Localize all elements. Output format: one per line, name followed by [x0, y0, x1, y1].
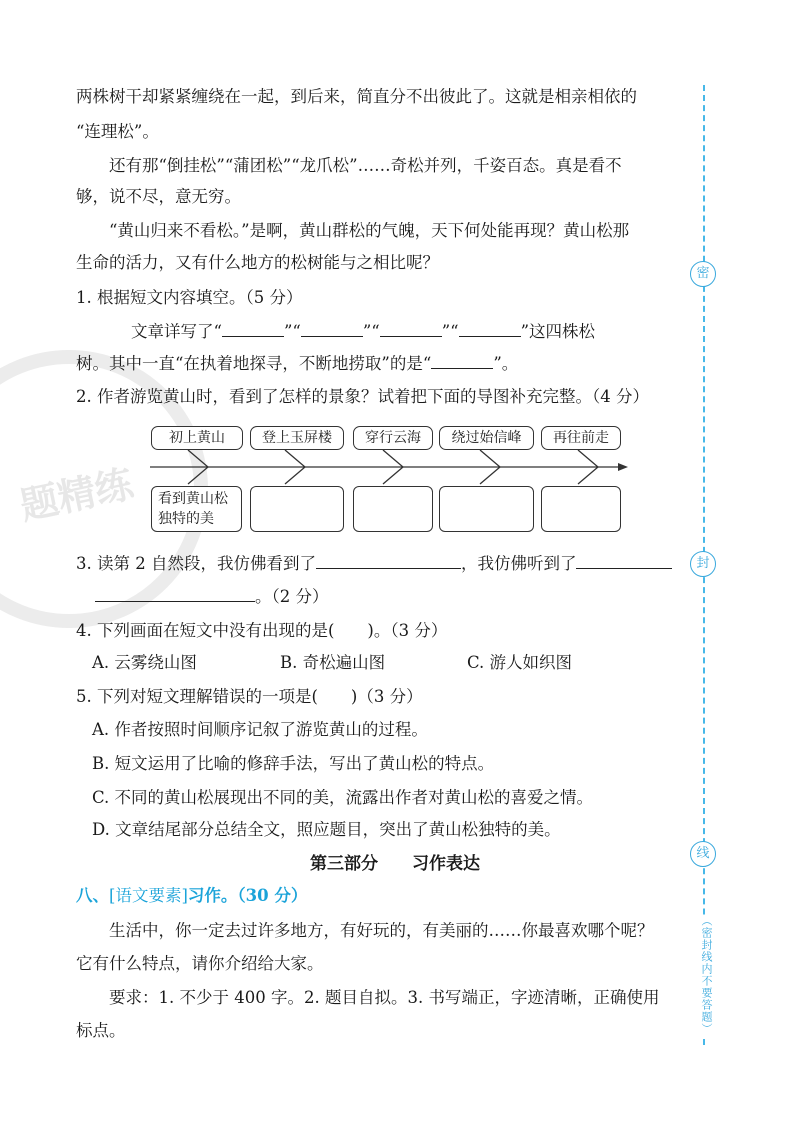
- q5-title: 5. 下列对短文理解错误的一项是( )（3 分）: [76, 687, 423, 706]
- q3-line1-start: 3. 读第 2 自然段，我仿佛看到了: [76, 554, 316, 573]
- q8-tag: 语文要素: [115, 886, 182, 905]
- q1-sep-1: ”“: [283, 322, 301, 341]
- q5-option-c[interactable]: C. 不同的黄山松展现出不同的美，流露出作者对黄山松的喜爱之情。: [92, 788, 594, 807]
- mindmap-answer-1-text: 看到黄山松独特的美: [158, 491, 228, 527]
- mindmap-answer-1: [151, 486, 242, 532]
- mindmap-answer-2[interactable]: [250, 486, 344, 532]
- mindmap-stage-4: 绕过始信峰: [439, 426, 534, 450]
- passage-p2-line1: 还有那“倒挂松”“蒲团松”“龙爪松”……奇松并列，千姿百态。真是看不: [109, 156, 622, 175]
- q8-heading: [76, 885, 307, 907]
- passage-p2-line2: 够，说不尽，意无穷。: [76, 187, 241, 206]
- q1-line2-end: ”。: [493, 354, 519, 373]
- q5-option-a[interactable]: A. 作者按照时间顺序记叙了游览黄山的过程。: [92, 720, 428, 739]
- q3-blank-hear-a[interactable]: [576, 553, 672, 569]
- q5-option-b[interactable]: B. 短文运用了比喻的修辞手法，写出了黄山松的特点。: [92, 754, 495, 773]
- q4-option-b[interactable]: B. 奇松遍山图: [280, 653, 386, 672]
- q8-line2: 它有什么特点，请你介绍给大家。: [76, 954, 324, 973]
- q3-line2-end: 。（2 分）: [255, 587, 329, 606]
- q8-number: 八、: [76, 886, 109, 905]
- passage-p1-line2: “连理松”。: [76, 122, 159, 141]
- passage-p3-line2: 生命的活力，又有什么地方的松树能与之相比呢？: [76, 253, 439, 272]
- q1-title: 1. 根据短文内容填空。（5 分）: [76, 288, 303, 307]
- section-title: 第三部分 习作表达: [310, 854, 480, 874]
- binding-char-2: 封: [690, 551, 716, 577]
- q8-tag-close: ]: [181, 886, 188, 905]
- q3-blank-hear-b[interactable]: [95, 586, 255, 602]
- q1-sep-3: ”“: [441, 322, 459, 341]
- q4-title: 4. 下列画面在短文中没有出现的是( )。（3 分）: [76, 621, 448, 640]
- mindmap-stage-1: 初上黄山: [151, 426, 243, 450]
- q3-line1-mid: ，我仿佛听到了: [460, 554, 577, 573]
- q3-blank-see[interactable]: [316, 553, 461, 569]
- q2-title: 2. 作者游览黄山时，看到了怎样的景象？试着把下面的导图补充完整。（4 分）: [76, 387, 649, 406]
- q1-line1-start: 文章详写了“: [131, 322, 222, 341]
- watermark-text: 题精练: [16, 461, 138, 529]
- binding-char-1: 密: [690, 261, 716, 287]
- binding-note: （密封线内不要答题）: [692, 915, 714, 1035]
- q4-option-c[interactable]: C. 游人如织图: [467, 653, 573, 672]
- q1-line1-end: ”这四株松: [520, 322, 595, 341]
- q3-line1: [76, 553, 672, 575]
- q5-option-d[interactable]: D. 文章结尾部分总结全文，照应题目，突出了黄山松独特的美。: [92, 820, 561, 839]
- q8-requirement-line1: 要求：1. 不少于 400 字。2. 题目自拟。3. 书写端正，字迹清晰，正确使用: [109, 988, 660, 1007]
- q4-option-a[interactable]: A. 云雾绕山图: [92, 653, 197, 672]
- mindmap-answer-4[interactable]: [439, 486, 534, 532]
- q3-line2: [95, 586, 329, 608]
- passage-p3-line1: “黄山归来不看松。”是啊，黄山群松的气魄，天下何处能再现？黄山松那: [109, 221, 630, 240]
- q8-title: 习作。（30 分）: [187, 886, 308, 905]
- q1-sep-2: ”“: [362, 322, 380, 341]
- binding-char-3: 线: [690, 841, 716, 867]
- q8-line1: 生活中，你一定去过许多地方，有好玩的，有美丽的……你最喜欢哪个呢？: [109, 921, 654, 940]
- mindmap-answer-3[interactable]: [353, 486, 433, 532]
- passage-p1-line1: 两株树干却紧紧缠绕在一起，到后来，简直分不出彼此了。这就是相亲相依的: [76, 87, 637, 106]
- mindmap-stage-3: 穿行云海: [353, 426, 433, 450]
- mindmap-answer-5[interactable]: [541, 486, 621, 532]
- q8-tag-open: [: [109, 886, 116, 905]
- q1-line2-start: 树。其中一直“在执着地探寻，不断地捞取”的是“: [76, 354, 432, 373]
- mindmap-stage-5: 再往前走: [541, 426, 621, 450]
- q8-requirement-line2: 标点。: [76, 1021, 126, 1040]
- mindmap-stage-2: 登上玉屏楼: [250, 426, 344, 450]
- mindmap-arrowhead: [618, 463, 628, 471]
